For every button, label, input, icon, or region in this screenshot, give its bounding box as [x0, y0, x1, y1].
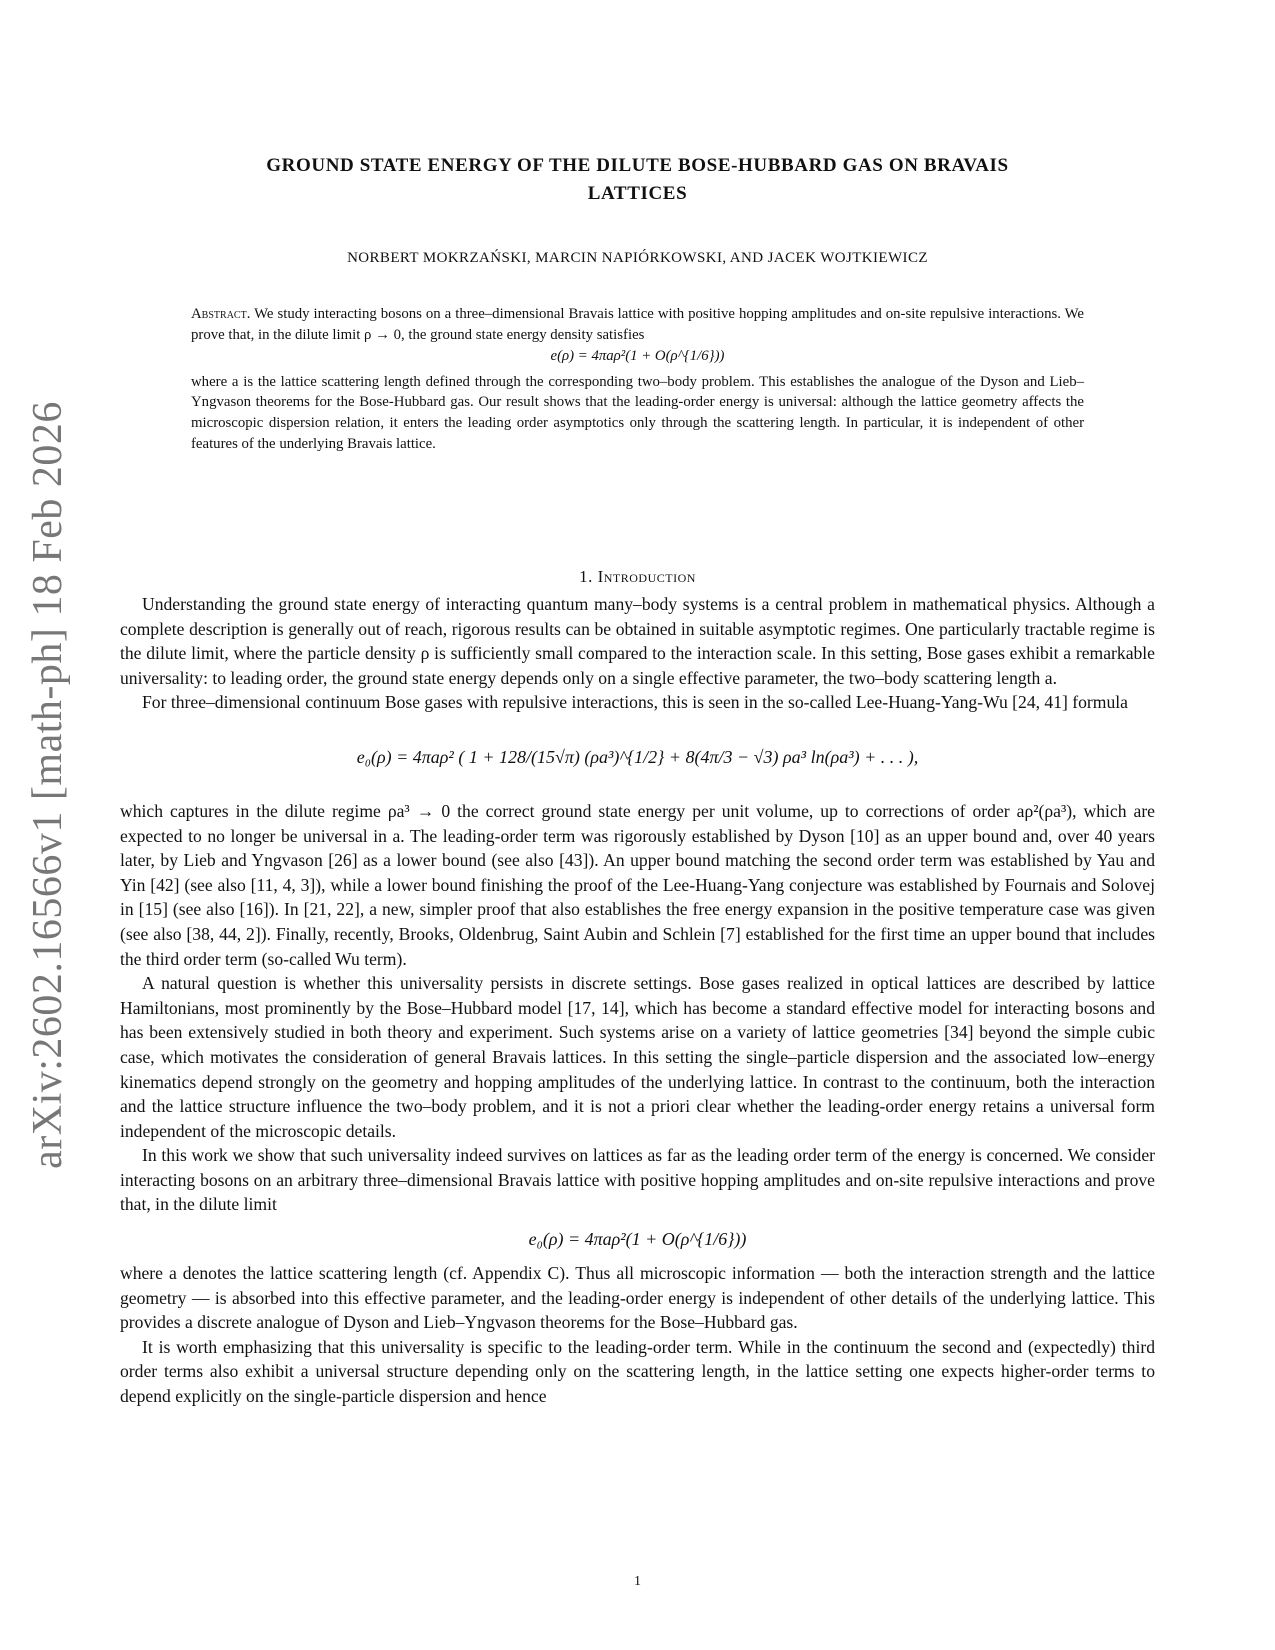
paragraph-1: Understanding the ground state energy of interacting quantum many–body systems is a central problem in mathematical physics. Although a complete description is generally out of reach, rigorous results can be obtained in suitable asymptotic regimes. One particularly tractable regime is the dilute limit, where the particle density ρ is sufficiently small compared to the interaction scale. In this setting, Bose gases exhibit a remarkable universality: to leading order, the ground state energy depends only on a single effective parameter, the two–body scattering length a. [120, 594, 1155, 688]
abstract-text-1: We study interacting bosons on a three–dimensional Bravais lattice with positive hopping amplitudes and on-site repulsive interactions. We prove that, in the dilute limit ρ → 0, the ground state energy density satisfies [191, 306, 1084, 343]
title-line-2: LATTICES [587, 183, 688, 204]
title-line-1: GROUND STATE ENERGY OF THE DILUTE BOSE-HUBBARD GAS ON BRAVAIS [266, 155, 1009, 176]
body-text [120, 592, 1155, 1409]
paragraph-4: A natural question is whether this universality persists in discrete settings. Bose gases realized in optical lattices are described by lattice Hamiltonians, most prominently by the Bose–Hubbard model [17, 14], which has become a standard effective model for interacting bosons and has been extensively studied in both theory and experiment. Such systems arise on a variety of lattice geometries [34] beyond the simple cubic case, which motivates the consideration of general Bravais lattices. In this setting the single–particle dispersion and the associated low–energy kinematics depend strongly on the geometry and hopping amplitudes of the underlying lattice. In contrast to the continuum, both the interaction and the lattice structure influence the two–body problem, and it is not a priori clear whether the leading-order energy retains a universal form independent of the microscopic details. [120, 973, 1155, 1141]
paragraph-2: For three–dimensional continuum Bose gases with repulsive interactions, this is seen in the so-called Lee-Huang-Yang-Wu [24, 41] formula [142, 692, 1128, 713]
author-list: NORBERT MOKRZAŃSKI, MARCIN NAPIÓRKOWSKI, AND JACEK WOJTKIEWICZ [347, 250, 928, 266]
page-number: 1 [634, 1574, 641, 1589]
paragraph-5: In this work we show that such universality indeed survives on lattices as far as the leading order term of the energy is concerned. We consider interacting bosons on an arbitrary three–dimensional Bravais lattice with positive hopping amplitudes and on-site repulsive interactions and prove that, in the dilute limit [120, 1145, 1155, 1215]
section-heading [140, 567, 1135, 587]
abstract-paragraph-2: where a is the lattice scattering length defined through the corresponding two–body problem. This establishes the analogue of the Dyson and Lieb–Yngvason theorems for the Bose-Hubbard gas. Our result shows that the leading-order energy is universal: although the lattice geometry affects the microscopic dispersion relation, it enters the leading order asymptotics only through the scattering length. In particular, it is independent of other features of the underlying Bravais lattice. [191, 373, 1084, 452]
paragraph-7: It is worth emphasizing that this universality is specific to the leading-order term. While in the continuum the second and (expectedly) third order terms also exhibit a universal structure depending only on the scattering length, in the lattice setting one expects higher-order terms to depend explicitly on the single-particle dispersion and hence [120, 1336, 1155, 1407]
equation-main-result: e₀(ρ) = 4πaρ²(1 + O(ρ^{1/6})) [528, 1228, 747, 1249]
paper-title [140, 152, 1135, 208]
paragraph-6: where a denotes the lattice scattering length (cf. Appendix C). Thus all microscopic information — both the interaction strength and the lattice geometry — is absorbed into this effective parameter, and the leading-order energy is independent of other details of the underlying lattice. This provides a discrete analogue of Dyson and Lieb–Yngvason theorems for the Bose–Hubbard gas. [120, 1263, 1155, 1333]
section-number: 1. [579, 567, 593, 586]
abstract-paragraph-1 [191, 304, 1084, 346]
abstract [191, 304, 1084, 455]
arxiv-identifier [18, 401, 78, 1169]
arxiv-identifier-text: arXiv:2602.16566v1 [math-ph] 18 Feb 2026 [25, 401, 71, 1169]
equation-lhyw: e₀(ρ) = 4πaρ² ( 1 + 128/(15√π) (ρa³)^{1/2} + 8(4π/3 − √3) ρa³ ln(ρa³) + . . . ), [356, 746, 919, 767]
abstract-equation: e(ρ) = 4πaρ²(1 + O(ρ^{1/6})) [550, 347, 725, 364]
abstract-label: Abstract. [191, 306, 251, 322]
paragraph-3: which captures in the dilute regime ρa³ → 0 the correct ground state energy per unit volume, up to corrections of order aρ²(ρa³), which are expected to no longer be universal in a. The leading-order term was rigorously established by Dyson [10] as an upper bound and, over 40 years later, by Lieb and Yngvason [26] as a lower bound (see also [43]). An upper bound matching the second order term was established by Yau and Yin [42] (see also [11, 4, 3]), while a lower bound finishing the proof of the Lee-Huang-Yang conjecture was established by Fournais and Solovej in [15] (see also [16]). In [21, 22], a new, simpler proof that also establishes the free energy expansion in the positive temperature case was given (see also [38, 44, 2]). Finally, recently, Brooks, Oldenbrug, Saint Aubin and Schlein [7] established for the first time an upper bound that includes the third order term (so-called Wu term). [120, 800, 1155, 969]
section-title: Introduction [597, 567, 696, 586]
